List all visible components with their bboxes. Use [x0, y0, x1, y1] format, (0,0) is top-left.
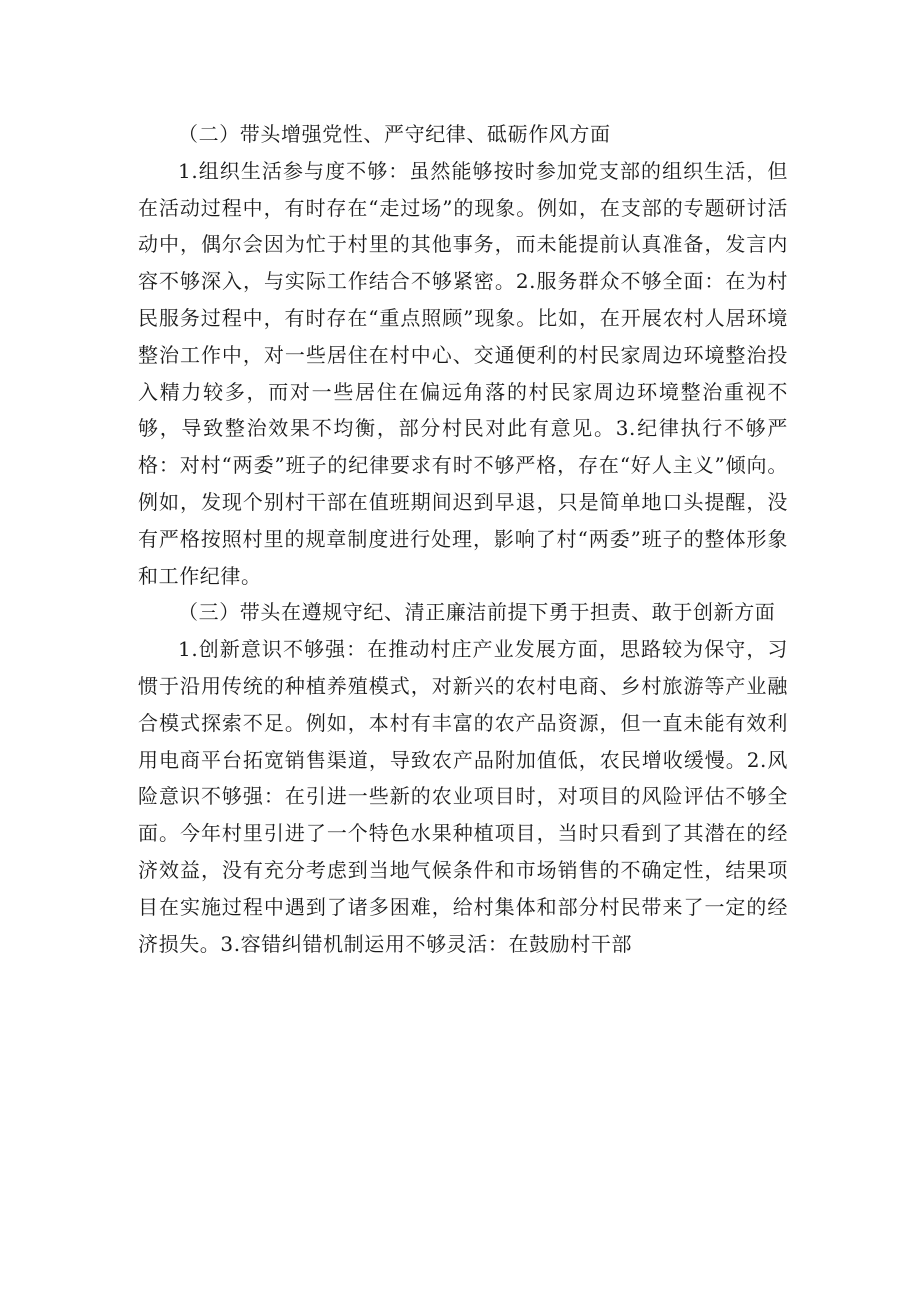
section-3-paragraph: 1.创新意识不够强：在推动村庄产业发展方面，思路较为保守，习惯于沿用传统的种植养殖模式，对新兴的农村电商、乡村旅游等产业融合模式探索不足。例如，本村有丰富的农产品资源，但一直未能有效利用电商平台拓宽销售渠道，导致农产品附加值低，农民增收缓慢。2.风险意识不够强：在引进一些新的农业项目时，对项目的风险评估不够全面。今年村里引进了一个特色水果种植项目，当时只看到了其潜在的经济效益，没有充分考虑到当地气候条件和市场销售的不确定性，结果项目在实施过程中遇到了诸多困难，给村集体和部分村民带来了一定的经济损失。3.容错纠错机制运用不够灵活：在鼓励村干部	[138, 637, 788, 956]
section-2-heading: （二）带头增强党性、严守纪律、砥砺作风方面	[178, 122, 611, 146]
document-body	[138, 116, 788, 962]
section-2-paragraph: 1.组织生活参与度不够：虽然能够按时参加党支部的组织生活，但在活动过程中，有时存在“走过场”的现象。例如，在支部的专题研讨活动中，偶尔会因为忙于村里的其他事务，而未能提前认真准备，发言内容不够深入，与实际工作结合不够紧密。2.服务群众不够全面：在为村民服务过程中，有时存在“重点照顾”现象。比如，在开展农村人居环境整治工作中，对一些居住在村中心、交通便利的村民家周边环境整治投入精力较多，而对一些居住在偏远角落的村民家周边环境整治重视不够，导致整治效果不均衡，部分村民对此有意见。3.纪律执行不够严格：对村“两委”班子的纪律要求有时不够严格，存在“好人主义”倾向。例如，发现个别村干部在值班期间迟到早退，只是简单地口头提醒，没有严格按照村里的规章制度进行处理，影响了村“两委”班子的整体形象和工作纪律。	[138, 158, 788, 588]
section-3-heading: （三）带头在遵规守纪、清正廉洁前提下勇于担责、敢于创新方面	[178, 600, 776, 625]
